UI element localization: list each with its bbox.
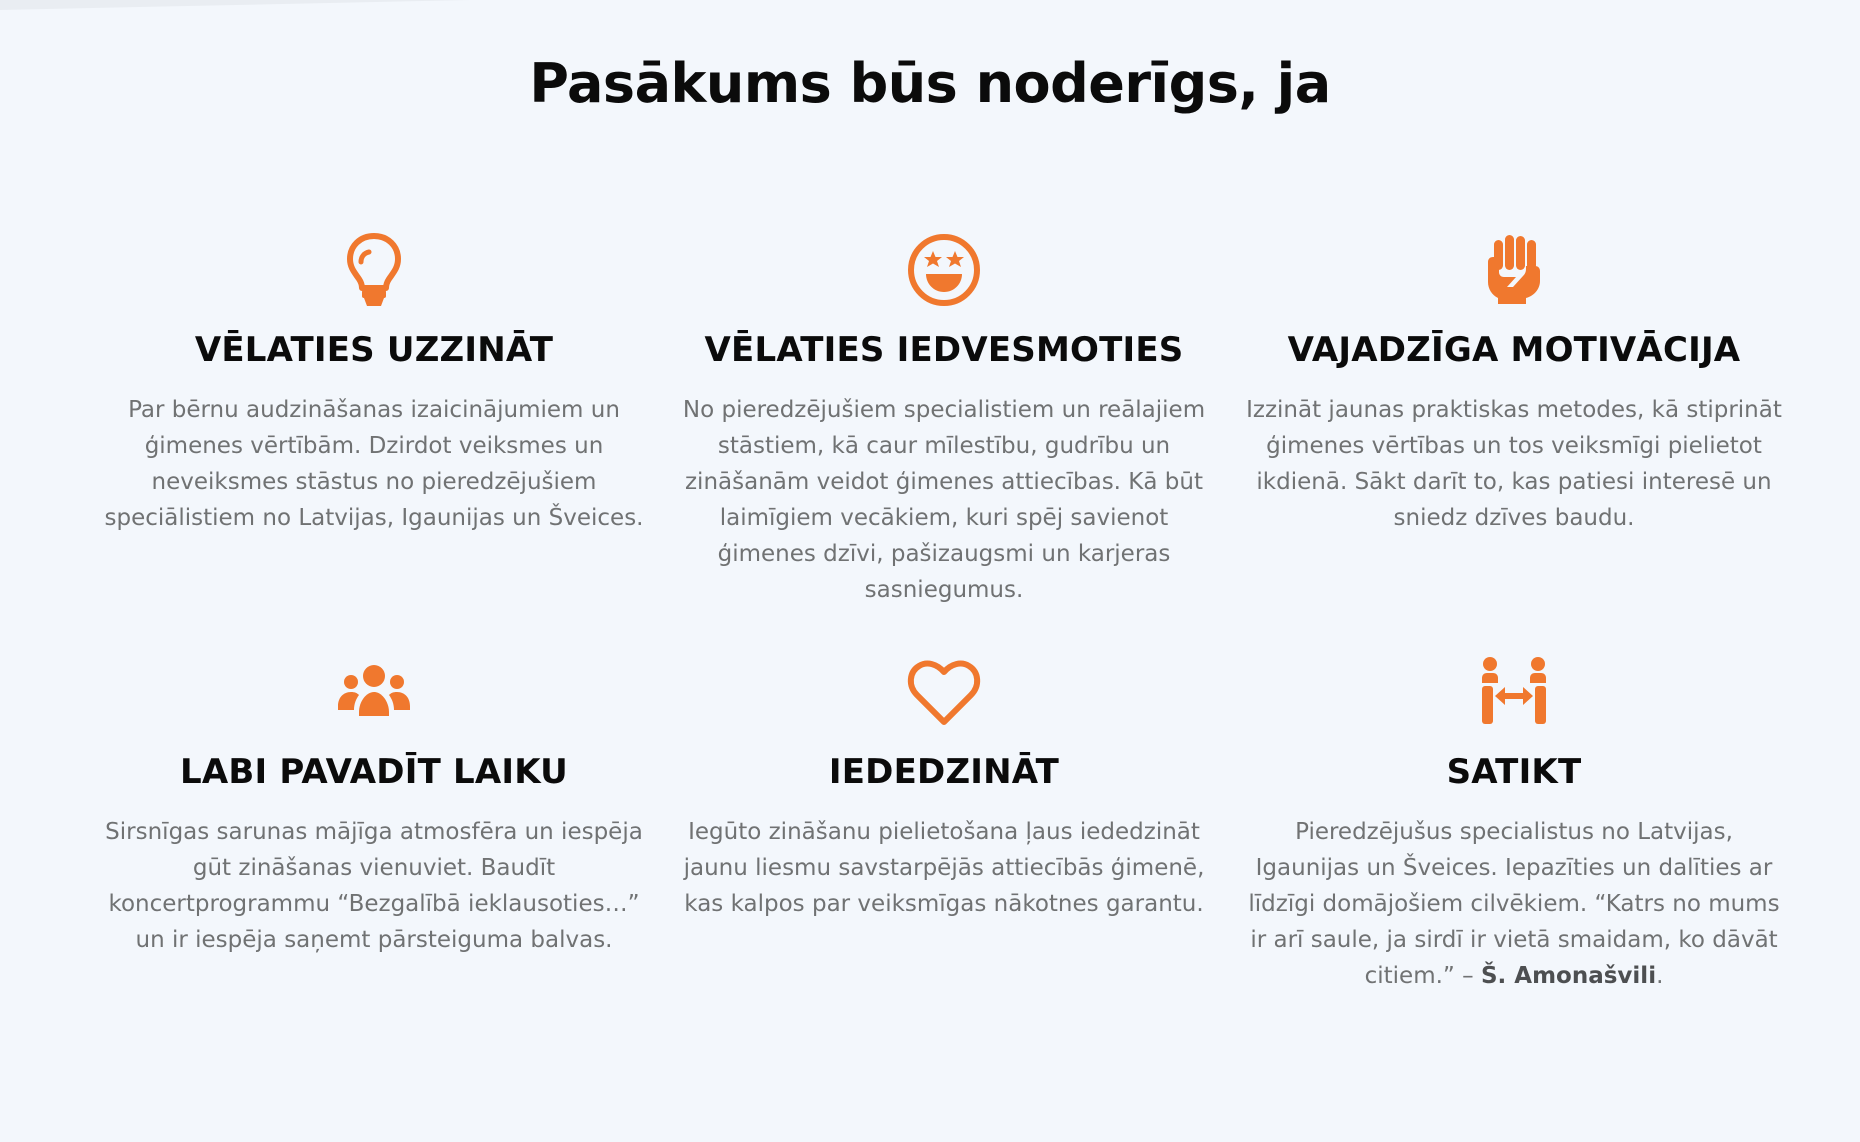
card-text: Iegūto zināšanu pielietošana ļaus iededzināt jaunu liesmu savstarpējās attiecībās ģimenē, kas kalpos par veiksmīgas nākotnes garantu. bbox=[683, 819, 1205, 917]
card-heading: VĒLATIES UZZINĀT bbox=[194, 330, 554, 370]
benefit-card-motivation bbox=[1229, 230, 1799, 652]
benefit-card-learn bbox=[89, 230, 659, 652]
card-heading: VAJADZĪGA MOTIVĀCIJA bbox=[1287, 330, 1741, 370]
heart-icon bbox=[904, 652, 984, 732]
card-text: Sirsnīgas sarunas mājīga atmosfēra un iespēja gūt zināšanas vienuviet. Baudīt koncertprogrammu “Bezgalībā ieklausoties…” un ir iespēja saņemt pārsteiguma balvas. bbox=[105, 819, 643, 953]
benefits-grid bbox=[89, 230, 1782, 1052]
lightbulb-icon bbox=[334, 230, 414, 310]
users-icon bbox=[334, 652, 414, 732]
benefit-card-inspire bbox=[659, 230, 1229, 652]
benefit-card-meet bbox=[1229, 652, 1799, 1052]
card-text: Par bērnu audzināšanas izaicinājumiem un ģimenes vērtībām. Dzirdot veiksmes un neveiksmes stāstus no pieredzējušiem speciālistiem no Latvijas, Igaunijas un Šveices. bbox=[104, 397, 644, 531]
card-text: Izzināt jaunas praktiskas metodes, kā stiprināt ģimenes vērtības un tos veiksmīgi pielietot ikdienā. Sākt darīt to, kas patiesi interesē un sniedz dzīves baudu. bbox=[1246, 397, 1782, 531]
card-text-end: . bbox=[1656, 963, 1664, 989]
benefit-card-ignite bbox=[659, 652, 1229, 1052]
card-text-body: Pieredzējušus specialistus no Latvijas, Igaunijas un Šveices. Iepazīties un dalīties ar līdzīgi domājošiem cilvēkiem. “Katrs no mums ir arī saule, ja sirdī ir vietā smaidam, ko dāvāt citiem.” – bbox=[1248, 819, 1780, 989]
card-heading: VĒLATIES IEDVESMOTIES bbox=[704, 330, 1184, 370]
card-heading: IEDEDZINĀT bbox=[828, 752, 1060, 792]
card-heading: LABI PAVADĪT LAIKU bbox=[180, 752, 568, 792]
quote-author: Š. Amonašvili bbox=[1480, 963, 1657, 989]
top-divider bbox=[0, 0, 1860, 10]
card-text: No pieredzējušiem specialistiem un reālajiem stāstiem, kā caur mīlestību, gudrību un zināšanām veidot ģimenes attiecības. Kā būt laimīgiem vecākiem, kuri spēj savienot ģimenes dzīvi, pašizaugsmi un karjeras sasniegumus. bbox=[682, 397, 1206, 603]
star-eyes-smile-icon bbox=[904, 230, 984, 310]
section-title: Pasākums būs noderīgs, ja bbox=[529, 52, 1331, 115]
people-arrows-icon bbox=[1474, 652, 1554, 732]
card-heading: SATIKT bbox=[1446, 752, 1582, 792]
fist-icon bbox=[1474, 230, 1554, 310]
benefit-card-time bbox=[89, 652, 659, 1052]
card-text bbox=[1244, 814, 1784, 994]
